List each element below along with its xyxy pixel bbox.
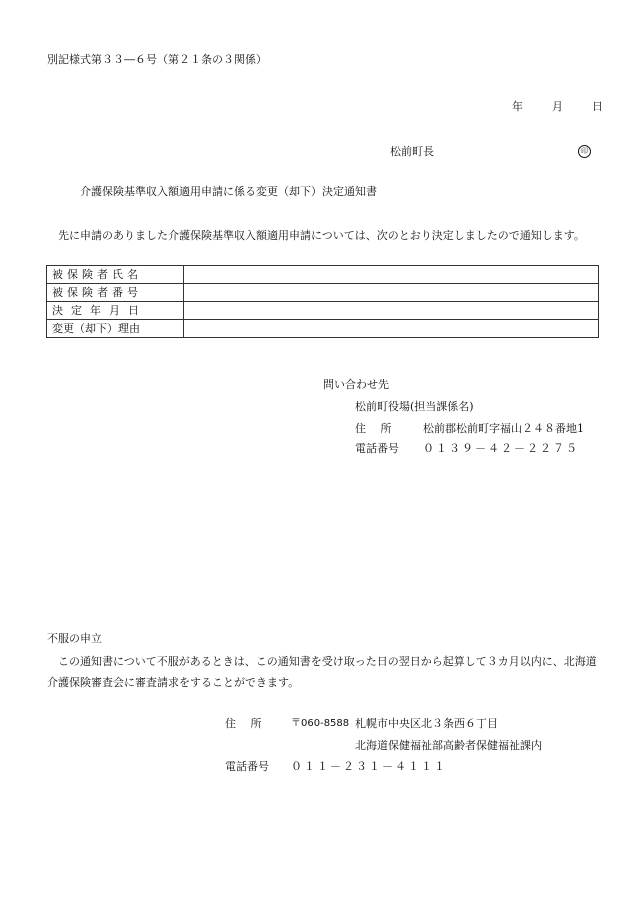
row-label-insured-number: 被保険者番号	[47, 284, 184, 302]
date-line	[512, 100, 603, 114]
document-title: 介護保険基準収入額適用申請に係る変更（却下）決定通知書	[80, 185, 377, 198]
appeal-text-line2: 介護保険審査会に審査請求をすることができます。	[47, 676, 300, 689]
seal-mark: 印	[578, 145, 591, 158]
office-tel: ０１１－２３１－４１１１	[291, 760, 447, 773]
office-postal-code: 〒060-8588	[291, 718, 350, 729]
contact-address: 松前郡松前町字福山２４８番地1	[423, 422, 584, 435]
contact-heading: 問い合わせ先	[323, 378, 389, 391]
intro-text: 先に申請のありました介護保険基準収入額適用申請については、次のとおり決定しましたので通知します。	[58, 229, 585, 242]
row-label-reason: 変更（却下）理由	[47, 320, 184, 338]
row-label-insured-name: 被保険者氏名	[47, 266, 184, 284]
info-table	[46, 265, 599, 338]
office-address-line2: 北海道保健福祉部高齢者保健福祉課内	[355, 739, 542, 752]
table-row	[47, 266, 599, 284]
date-day: 日	[592, 100, 603, 113]
date-month: 月	[552, 100, 563, 113]
row-value-decision-date[interactable]	[184, 302, 599, 320]
contact-org: 松前町役場(担当課係名)	[355, 400, 474, 413]
table-row	[47, 284, 599, 302]
issuer: 松前町長	[390, 145, 434, 158]
row-value-insured-name[interactable]	[184, 266, 599, 284]
contact-address-label: 住 所	[355, 422, 392, 435]
row-value-reason[interactable]	[184, 320, 599, 338]
date-year: 年	[512, 100, 523, 113]
appeal-heading: 不服の申立	[47, 632, 102, 645]
contact-tel: ０１３９－４２－２２７５	[423, 442, 579, 455]
office-address-line1: 札幌市中央区北３条西６丁目	[355, 717, 498, 730]
row-value-insured-number[interactable]	[184, 284, 599, 302]
table-row	[47, 320, 599, 338]
office-tel-label: 電話番号	[225, 760, 269, 773]
office-address-label: 住 所	[225, 717, 262, 730]
form-number: 別記様式第３３―６号（第２１条の３関係）	[47, 53, 267, 66]
appeal-text-line1: この通知書について不服があるときは、この通知書を受け取った日の翌日から起算して３カ月以内に、北海道	[58, 655, 597, 668]
contact-tel-label: 電話番号	[355, 442, 399, 455]
row-label-decision-date: 決定年月日	[47, 302, 184, 320]
table-row	[47, 302, 599, 320]
